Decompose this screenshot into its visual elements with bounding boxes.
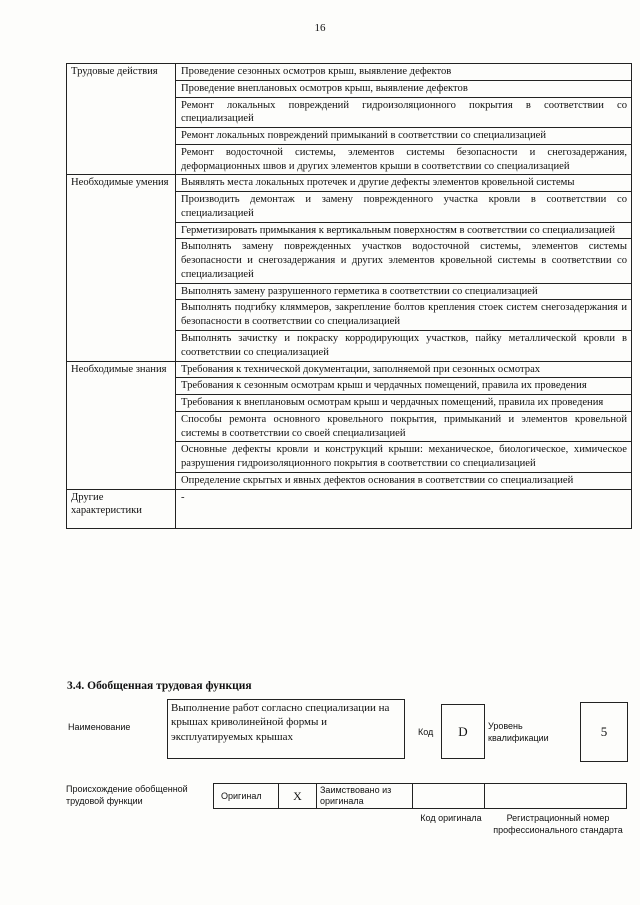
row-item: Определение скрытых и явных дефектов основания в соответствии со специализацией — [176, 472, 632, 489]
row-item: Основные дефекты кровли и конструкций крыши: механическое, биологическое, химическое разрушения гидроизоляционного покрытия в соответствии со специализацией — [176, 442, 632, 473]
original-mark-cell — [279, 783, 317, 809]
row-item: Выполнять зачистку и покраску корродирующих участков, пайку металлической кровли в соответствии со специализацией — [176, 331, 632, 362]
row-item: Производить демонтаж и замену поврежденного участка кровли в соответствии со специализацией — [176, 192, 632, 223]
code-value-box: D — [441, 704, 485, 759]
table-row — [67, 361, 632, 378]
level-label: Уровень квалификации — [488, 721, 549, 744]
row-item: Ремонт локальных повреждений гидроизоляционного покрытия в соответствии со специализацией — [176, 97, 632, 128]
code-original-caption: Код оригинала — [420, 813, 482, 823]
name-label: Наименование — [68, 722, 131, 732]
level-value-box: 5 — [580, 702, 628, 762]
origin-row — [213, 783, 627, 809]
reg-number-cell — [485, 783, 627, 809]
borrowed-cell — [317, 783, 413, 809]
original-cell — [213, 783, 279, 809]
table-row — [67, 175, 632, 192]
original-label: Оригинал — [221, 791, 262, 801]
original-mark: X — [293, 788, 302, 803]
row-item: Выполнять подгибку кляммеров, закрепление болтов крепления стоек систем снегозадержания и безопасности в соответствии со специализацией — [176, 300, 632, 331]
section-title: 3.4. Обобщенная трудовая функция — [67, 680, 252, 692]
table-row — [67, 64, 632, 81]
origin-label: Происхождение обобщенной трудовой функции — [66, 784, 188, 806]
row-item: Выполнять замену разрушенного герметика в соответствии со специализацией — [176, 283, 632, 300]
page-number: 16 — [314, 22, 326, 34]
row-item: Требования к сезонным осмотрам крыш и чердачных помещений, правила их проведения — [176, 378, 632, 395]
row-item: Ремонт водосточной системы, элементов системы безопасности и снегозадержания, деформационных швов и других элементов крыши в соответствии со специализацией — [176, 144, 632, 175]
row-item: Герметизировать примыкания к вертикальным поверхностям в соответствии со специализацией — [176, 222, 632, 239]
row-item: - — [176, 489, 632, 528]
row-item: Требования к технической документации, заполняемой при сезонных осмотрах — [176, 361, 632, 378]
row-item: Проведение сезонных осмотров крыш, выявление дефектов — [176, 64, 632, 81]
row-label: Трудовые действия — [67, 64, 176, 175]
row-item: Выявлять места локальных протечек и другие дефекты элементов кровельной системы — [176, 175, 632, 192]
row-label: Другие характеристики — [67, 489, 176, 528]
row-item: Выполнять замену поврежденных участков водосточной системы, элементов системы безопасности и снегозадержания и других элементов кровельной системы в соответствии со специализацией — [176, 239, 632, 283]
row-item: Проведение внеплановых осмотров крыш, выявление дефектов — [176, 80, 632, 97]
row-label: Необходимые умения — [67, 175, 176, 361]
competency-table — [66, 63, 632, 529]
row-item: Ремонт локальных повреждений примыканий в соответствии со специализацией — [176, 128, 632, 145]
row-item: Требования к внеплановым осмотрам крыш и чердачных помещений, правила их проведения — [176, 395, 632, 412]
row-item: Способы ремонта основного кровельного покрытия, примыканий и элементов кровельной системы в соответствии со своей специализацией — [176, 411, 632, 442]
code-original-cell — [413, 783, 485, 809]
function-name-box: Выполнение работ согласно специализации на крышах криволинейной формы и эксплуатируемых крышах — [167, 699, 405, 759]
table-row — [67, 489, 632, 528]
borrowed-label: Заимствовано из оригинала — [320, 785, 392, 807]
reg-number-caption: Регистрационный номер профессионального стандарта — [493, 813, 623, 836]
code-label: Код — [418, 727, 434, 737]
row-label: Необходимые знания — [67, 361, 176, 489]
